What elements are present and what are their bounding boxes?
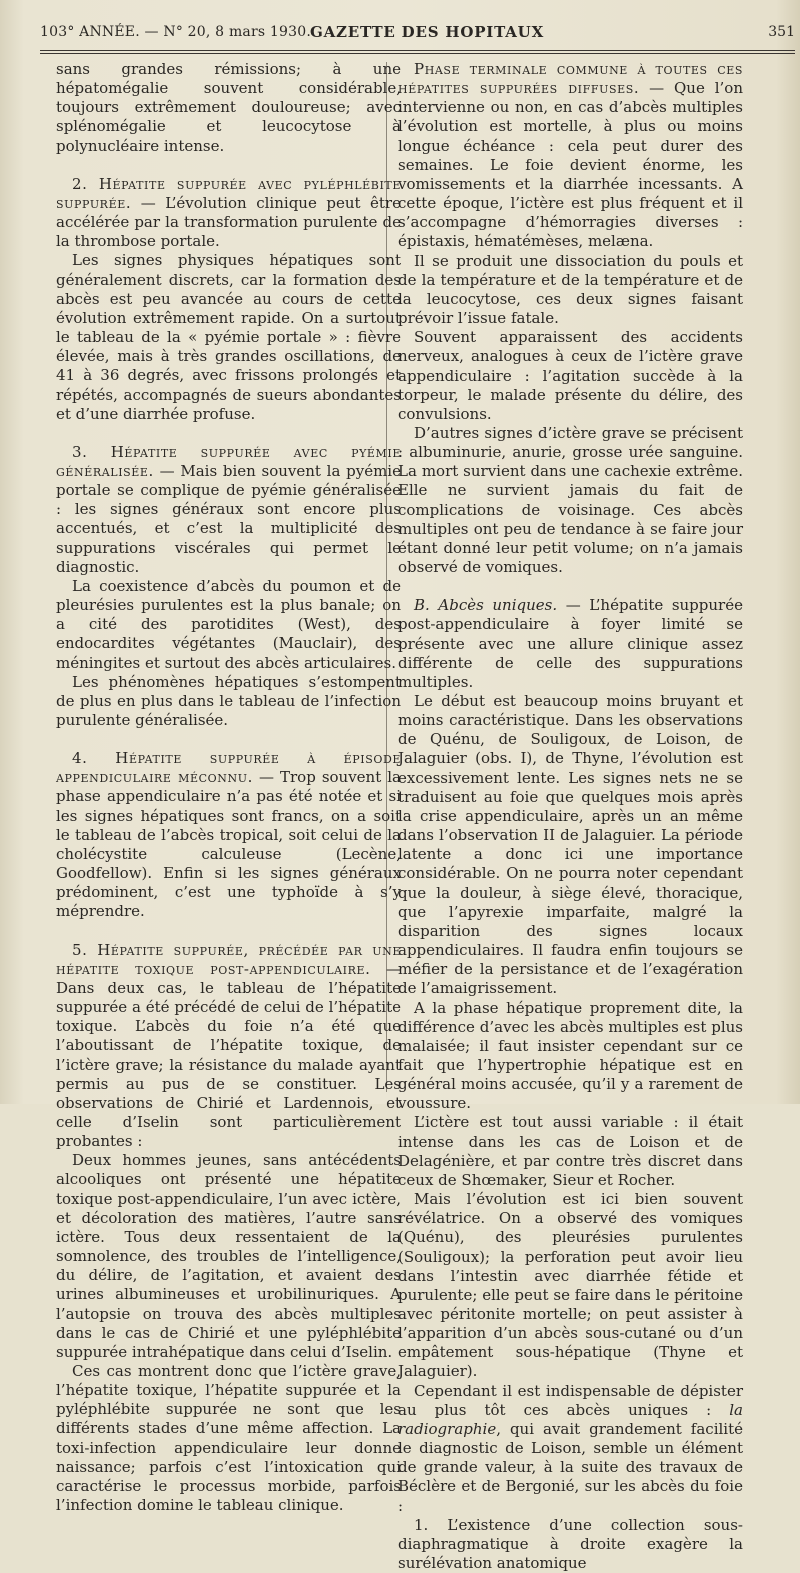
paragraph-text: A la phase hépatique proprement dite, la différence d’avec les abcès multiples est plus malaisée; il faut insister cependant sur ce fait que l’hypertrophie hépatique est en général moins accusée, qu’il y a rarement de voussure. (398, 998, 743, 1113)
running-header (40, 18, 795, 46)
section-heading: 3. Hépatite suppurée avec pyémie généralisée. (56, 442, 401, 480)
paragraph (398, 1113, 743, 1190)
paragraph-text: — Dans deux cas, le tableau de l’hépatite suppurée a été précédé de celui de l’hépatite toxique. L’abcès du foie n’a été que l’aboutissant de l’hépatite toxique, de l’ictère grave; la résistance du malade ayant permis au pus de se constituer. Les observations de Chirié et Lardennois, et celle d’Iselin sont particulièrement probantes : (56, 959, 401, 1151)
paragraph-text: Le début est beaucoup moins bruyant et moins caractéristique. Dans les observations de Quénu, de Souligoux, de Loison, de Jalaguier (obs. I), de Thyne, l’évolution est excessivement lente. Les signes nets ne se traduisent au foie que quelques mois après la crise appendiculaire, après un an même dans l’observation II de Jalaguier. La période latente a donc ici une importance considérable. On ne pourra noter cependant que la douleur, à siège élevé, thoracique, que l’apyrexie imparfaite, malgré la disparition des signes locaux appendiculaires. Il faudra enfin toujours se méfier de la persistance et de l’exagération de l’amaigrissement. (398, 692, 743, 998)
paragraph-text: Les phénomènes hépatiques s’estompent de plus en plus dans le tableau de l’infection purulente généralisée. (56, 672, 401, 729)
paragraph (56, 577, 401, 673)
section-heading: Phase terminale commune à toutes ces hépatites suppurées diffuses. (398, 60, 743, 98)
left-column (56, 60, 401, 1515)
paragraph-text: D’autres signes d’ictère grave se précisent : albuminurie, anurie, grosse urée sanguine. La mort survient dans une cachexie extrême. Elle ne survient jamais du fait de complications de voisinage. Ces abcès multiples ont peu de tendance à se faire jour étant donné leur petit volume; on n’a jamais observé de vomiques. (398, 423, 743, 577)
paragraph (56, 60, 401, 156)
right-column (398, 60, 743, 1573)
paragraph (398, 1516, 743, 1573)
paragraph-text: L’ictère est tout aussi variable : il était intense dans les cas de Loison et de Delagénière, et par contre très discret dans ceux de Shœmaker, Sieur et Rocher. (398, 1113, 743, 1189)
paragraph-text: Cependant il est indispensable de dépister au plus tôt ces abcès uniques : (398, 1381, 743, 1419)
paragraph-text: — Trop souvent la phase appendiculaire n’a pas été notée et si les signes hépatiques sont francs, on a soit le tableau de l’abcès tropical, soit celui de la cholécystite calculeuse (Lecène, Goodfellow). Enfin si les signes généraux prédominent, c’est une typhoïde à s’y méprendre. (56, 768, 401, 921)
journal-title: GAZETTE DES HOPITAUX (310, 23, 545, 41)
section-paragraph (56, 175, 401, 252)
paragraph-text: Il se produit une dissociation du pouls et de la température et de la température et de la leucocytose, ces deux signes faisant prévoir l’issue fatale. (398, 251, 743, 328)
page-number: 351 (768, 24, 795, 40)
paragraph-text: Mais l’évolution est ici bien souvent révélatrice. On a observé des vomiques (Quénu), des pleurésies purulentes (Souligoux); la perforation peut avoir lieu dans l’intestin avec diarrhée fétide et purulente; elle peut se faire dans le péritoine avec péritonite mortelle; on peut assister à l’apparition d’un abcès sous-cutané ou d’un empâtement sous-hépatique (Thyne et Jalaguier). (398, 1190, 743, 1381)
section-paragraph (56, 443, 401, 577)
header-rule (40, 50, 795, 54)
section-heading: B. Abcès uniques. (414, 596, 558, 615)
paragraph (398, 424, 743, 577)
paragraph-text: — L’évolution clinique peut être accélérée par la transformation purulente de la thrombose portale. (56, 193, 401, 251)
section-paragraph (398, 596, 743, 692)
section-paragraph (56, 749, 401, 921)
paragraph (398, 1382, 743, 1516)
paragraph-text: sans grandes rémissions; à une hépatomégalie souvent considérable, toujours extrêmement douloureuse; avec splénomégalie et leucocytose à polynucléaire intense. (56, 60, 401, 155)
paragraph (56, 673, 401, 730)
section-heading: 4. Hépatite suppurée à épisode appendiculaire méconnu. (56, 749, 401, 787)
paragraph (398, 252, 743, 329)
section-paragraph (398, 60, 743, 252)
paragraph-text: Les signes physiques hépatiques sont généralement discrets, car la formation des abcès est peu avancée au cours de cette évolution extrêmement rapide. On a surtout le tableau de la « pyémie portale » : fièvre élevée, mais à très grandes oscillations, de 41 à 36 degrés, avec frissons prolongés et répétés, accompagnés de sueurs abondantes et d’une diarrhée profuse. (56, 251, 401, 423)
paragraph-text: Deux hommes jeunes, sans antécédents alcooliques ont présenté une hépatite toxique post-appendiculaire, l’un avec ictère, et décoloration des matières, l’autre sans ictère. Tous deux ressentaient de la somnolence, des troubles de l’intelligence, du délire, de l’agitation, et avaient des urines albumineuses et urobilinuriques. A l’autopsie on trouva des abcès multiples dans le cas de Chirié et une pyléphlébite suppurée intrahépatique dans celui d’Iselin. (56, 1151, 401, 1361)
section-paragraph (56, 941, 401, 1152)
section-heading: 2. Hépatite suppurée avec pyléphlébite suppurée. (56, 174, 401, 212)
section-heading: 5. Hépatite suppurée, précédée par une hépatite toxique post-appendiculaire. (56, 940, 401, 978)
paragraph-text: — L’hépatite suppurée post-appendiculaire à foyer limité se présente avec une allure clinique assez différente de celle des suppurations multiples. (398, 596, 743, 691)
paragraph (398, 692, 743, 999)
paragraph (398, 328, 743, 424)
paragraph (398, 1190, 743, 1382)
paragraph (398, 999, 743, 1114)
paragraph-text: , qui avait grandement facilité le diagnostic de Loison, semble un élément de grande valeur, à la suite des travaux de Béclère et de Bergonié, sur les abcès du foie : (398, 1419, 743, 1515)
paragraph-text: — Mais bien souvent la pyémie portale se complique de pyémie généralisée : les signes généraux sont encore plus accentués, et c’est la multiplicité des suppurations viscérales qui permet le diagnostic. (56, 461, 401, 576)
paragraph-text: 1. L’existence d’une collection sous-diaphragmatique à droite exagère la surélévation anatomique (398, 1515, 743, 1573)
paragraph-text: Ces cas montrent donc que l’ictère grave, l’hépatite toxique, l’hépatite suppurée et la pyléphlébite suppurée ne sont que les différents stades d’une même affection. La toxi-infection appendiculaire leur donne naissance; parfois c’est l’intoxication qui caractérise le processus morbide, parfois l’infection domine le tableau clinique. (56, 1362, 401, 1515)
paragraph-text: Souvent apparaissent des accidents nerveux, analogues à ceux de l’ictère grave appendiculaire : l’agitation succède à la torpeur, le malade présente du délire, des convulsions. (398, 328, 743, 423)
paragraph (56, 1151, 401, 1362)
paragraph (56, 251, 401, 423)
paragraph (56, 1362, 401, 1515)
paragraph-text: — Que l’on intervienne ou non, en cas d’abcès multiples l’évolution est mortelle, à plus ou moins longue échéance : cela peut durer des semaines. Le foie devient énorme, les vomissements et la diarrhée incessants. A cette époque, l’ictère est plus fréquent et il s’accompagne d’hémorragies diverses : épistaxis, hématémèses, melæna. (398, 79, 743, 251)
issue-info: 103° ANNÉE. — N° 20, 8 mars 1930. (40, 24, 311, 40)
paragraph-text: La coexistence d’abcès du poumon et de pleurésies purulentes est la plus banale; on a cité des parotidites (West), des endocardites végétantes (Mauclair), des méningites et surtout des abcès articulaires. (56, 576, 401, 672)
italic-term: la radiographie (398, 1400, 743, 1438)
